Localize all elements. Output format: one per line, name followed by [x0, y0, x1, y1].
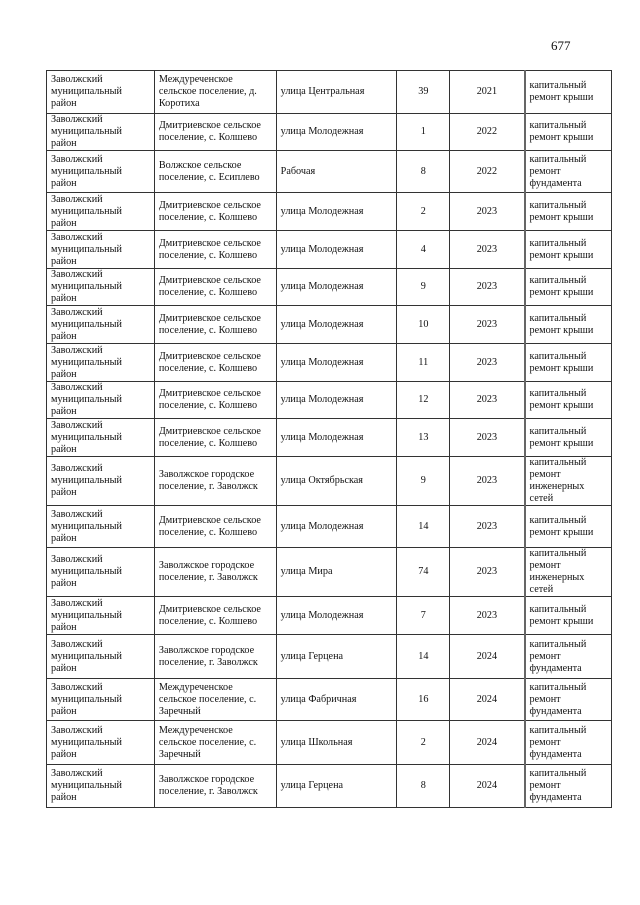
district-cell: Заволжский муниципальный район	[47, 506, 155, 548]
street-cell: улица Молодежная	[276, 597, 397, 635]
district-cell: Заволжский муниципальный район	[47, 548, 155, 597]
table-row	[47, 193, 612, 231]
house-number-cell: 16	[397, 679, 450, 721]
street-cell: улица Молодежная	[276, 193, 397, 231]
district-cell: Заволжский муниципальный район	[47, 457, 155, 506]
house-number-cell: 9	[397, 457, 450, 506]
table-row	[47, 635, 612, 679]
table-row	[47, 71, 612, 114]
year-cell: 2022	[450, 114, 525, 151]
housing-repair-table	[46, 70, 612, 808]
table-row	[47, 457, 612, 506]
street-cell: улица Молодежная	[276, 382, 397, 419]
street-cell: улица Мира	[276, 548, 397, 597]
table-row	[47, 306, 612, 344]
work-type-cell: капитальный ремонт инженерных сетей	[525, 457, 612, 506]
settlement-cell: Дмитриевское сельское поселение, с. Колшево	[154, 597, 276, 635]
year-cell: 2023	[450, 306, 525, 344]
work-type-cell: капитальный ремонт крыши	[525, 382, 612, 419]
year-cell: 2023	[450, 231, 525, 269]
settlement-cell: Дмитриевское сельское поселение, с. Колшево	[154, 506, 276, 548]
house-number-cell: 8	[397, 765, 450, 808]
work-type-cell: капитальный ремонт крыши	[525, 269, 612, 306]
work-type-cell: капитальный ремонт фундамента	[525, 635, 612, 679]
table-row	[47, 679, 612, 721]
year-cell: 2024	[450, 679, 525, 721]
page-number: 677	[551, 38, 571, 53]
house-number-cell: 7	[397, 597, 450, 635]
settlement-cell: Заволжское городское поселение, г. Заволжск	[154, 635, 276, 679]
work-type-cell: капитальный ремонт крыши	[525, 193, 612, 231]
street-cell: улица Молодежная	[276, 344, 397, 382]
year-cell: 2023	[450, 597, 525, 635]
table-row	[47, 151, 612, 193]
district-cell: Заволжский муниципальный район	[47, 765, 155, 808]
street-cell: улица Центральная	[276, 71, 397, 114]
work-type-cell: капитальный ремонт крыши	[525, 71, 612, 114]
work-type-cell: капитальный ремонт фундамента	[525, 765, 612, 808]
year-cell: 2023	[450, 457, 525, 506]
work-type-cell: капитальный ремонт фундамента	[525, 679, 612, 721]
settlement-cell: Дмитриевское сельское поселение, с. Колшево	[154, 114, 276, 151]
street-cell: улица Фабричная	[276, 679, 397, 721]
year-cell: 2023	[450, 419, 525, 457]
house-number-cell: 12	[397, 382, 450, 419]
settlement-cell: Дмитриевское сельское поселение, с. Колшево	[154, 269, 276, 306]
district-cell: Заволжский муниципальный район	[47, 269, 155, 306]
district-cell: Заволжский муниципальный район	[47, 71, 155, 114]
settlement-cell: Дмитриевское сельское поселение, с. Колшево	[154, 231, 276, 269]
street-cell: улица Молодежная	[276, 506, 397, 548]
table-row	[47, 269, 612, 306]
house-number-cell: 9	[397, 269, 450, 306]
table-row	[47, 419, 612, 457]
house-number-cell: 8	[397, 151, 450, 193]
year-cell: 2023	[450, 506, 525, 548]
district-cell: Заволжский муниципальный район	[47, 306, 155, 344]
district-cell: Заволжский муниципальный район	[47, 679, 155, 721]
table-row	[47, 597, 612, 635]
table-row	[47, 344, 612, 382]
year-cell: 2022	[450, 151, 525, 193]
district-cell: Заволжский муниципальный район	[47, 382, 155, 419]
work-type-cell: капитальный ремонт крыши	[525, 506, 612, 548]
district-cell: Заволжский муниципальный район	[47, 151, 155, 193]
street-cell: улица Молодежная	[276, 269, 397, 306]
house-number-cell: 4	[397, 231, 450, 269]
street-cell: улица Школьная	[276, 721, 397, 765]
work-type-cell: капитальный ремонт инженерных сетей	[525, 548, 612, 597]
house-number-cell: 10	[397, 306, 450, 344]
table-row	[47, 231, 612, 269]
district-cell: Заволжский муниципальный район	[47, 721, 155, 765]
district-cell: Заволжский муниципальный район	[47, 344, 155, 382]
street-cell: улица Герцена	[276, 765, 397, 808]
settlement-cell: Дмитриевское сельское поселение, с. Колшево	[154, 382, 276, 419]
settlement-cell: Междуреченское сельское поселение, с. Заречный	[154, 679, 276, 721]
work-type-cell: капитальный ремонт фундамента	[525, 151, 612, 193]
year-cell: 2023	[450, 344, 525, 382]
street-cell: улица Молодежная	[276, 114, 397, 151]
street-cell: улица Октябрьская	[276, 457, 397, 506]
table-row	[47, 548, 612, 597]
table-row	[47, 765, 612, 808]
house-number-cell: 2	[397, 721, 450, 765]
settlement-cell: Заволжское городское поселение, г. Заволжск	[154, 548, 276, 597]
year-cell: 2024	[450, 721, 525, 765]
table-row	[47, 114, 612, 151]
district-cell: Заволжский муниципальный район	[47, 419, 155, 457]
settlement-cell: Дмитриевское сельское поселение, с. Колшево	[154, 344, 276, 382]
settlement-cell: Заволжское городское поселение, г. Заволжск	[154, 457, 276, 506]
year-cell: 2023	[450, 548, 525, 597]
street-cell: улица Молодежная	[276, 306, 397, 344]
work-type-cell: капитальный ремонт фундамента	[525, 721, 612, 765]
house-number-cell: 11	[397, 344, 450, 382]
district-cell: Заволжский муниципальный район	[47, 231, 155, 269]
work-type-cell: капитальный ремонт крыши	[525, 344, 612, 382]
settlement-cell: Междуреченское сельское поселение, д. Коротиха	[154, 71, 276, 114]
settlement-cell: Волжское сельское поселение, с. Есиплево	[154, 151, 276, 193]
district-cell: Заволжский муниципальный район	[47, 193, 155, 231]
house-number-cell: 14	[397, 635, 450, 679]
year-cell: 2024	[450, 765, 525, 808]
settlement-cell: Дмитриевское сельское поселение, с. Колшево	[154, 419, 276, 457]
street-cell: улица Герцена	[276, 635, 397, 679]
work-type-cell: капитальный ремонт крыши	[525, 306, 612, 344]
house-number-cell: 1	[397, 114, 450, 151]
work-type-cell: капитальный ремонт крыши	[525, 114, 612, 151]
settlement-cell: Междуреченское сельское поселение, с. Заречный	[154, 721, 276, 765]
street-cell: улица Молодежная	[276, 231, 397, 269]
house-number-cell: 2	[397, 193, 450, 231]
year-cell: 2023	[450, 269, 525, 306]
district-cell: Заволжский муниципальный район	[47, 635, 155, 679]
house-number-cell: 14	[397, 506, 450, 548]
table-row	[47, 506, 612, 548]
year-cell: 2023	[450, 193, 525, 231]
district-cell: Заволжский муниципальный район	[47, 597, 155, 635]
work-type-cell: капитальный ремонт крыши	[525, 231, 612, 269]
work-type-cell: капитальный ремонт крыши	[525, 419, 612, 457]
table-row	[47, 721, 612, 765]
street-cell: улица Молодежная	[276, 419, 397, 457]
house-number-cell: 13	[397, 419, 450, 457]
house-number-cell: 74	[397, 548, 450, 597]
street-cell: Рабочая	[276, 151, 397, 193]
year-cell: 2021	[450, 71, 525, 114]
year-cell: 2024	[450, 635, 525, 679]
settlement-cell: Дмитриевское сельское поселение, с. Колшево	[154, 306, 276, 344]
settlement-cell: Дмитриевское сельское поселение, с. Колшево	[154, 193, 276, 231]
work-type-cell: капитальный ремонт крыши	[525, 597, 612, 635]
district-cell: Заволжский муниципальный район	[47, 114, 155, 151]
year-cell: 2023	[450, 382, 525, 419]
house-number-cell: 39	[397, 71, 450, 114]
table-row	[47, 382, 612, 419]
settlement-cell: Заволжское городское поселение, г. Заволжск	[154, 765, 276, 808]
